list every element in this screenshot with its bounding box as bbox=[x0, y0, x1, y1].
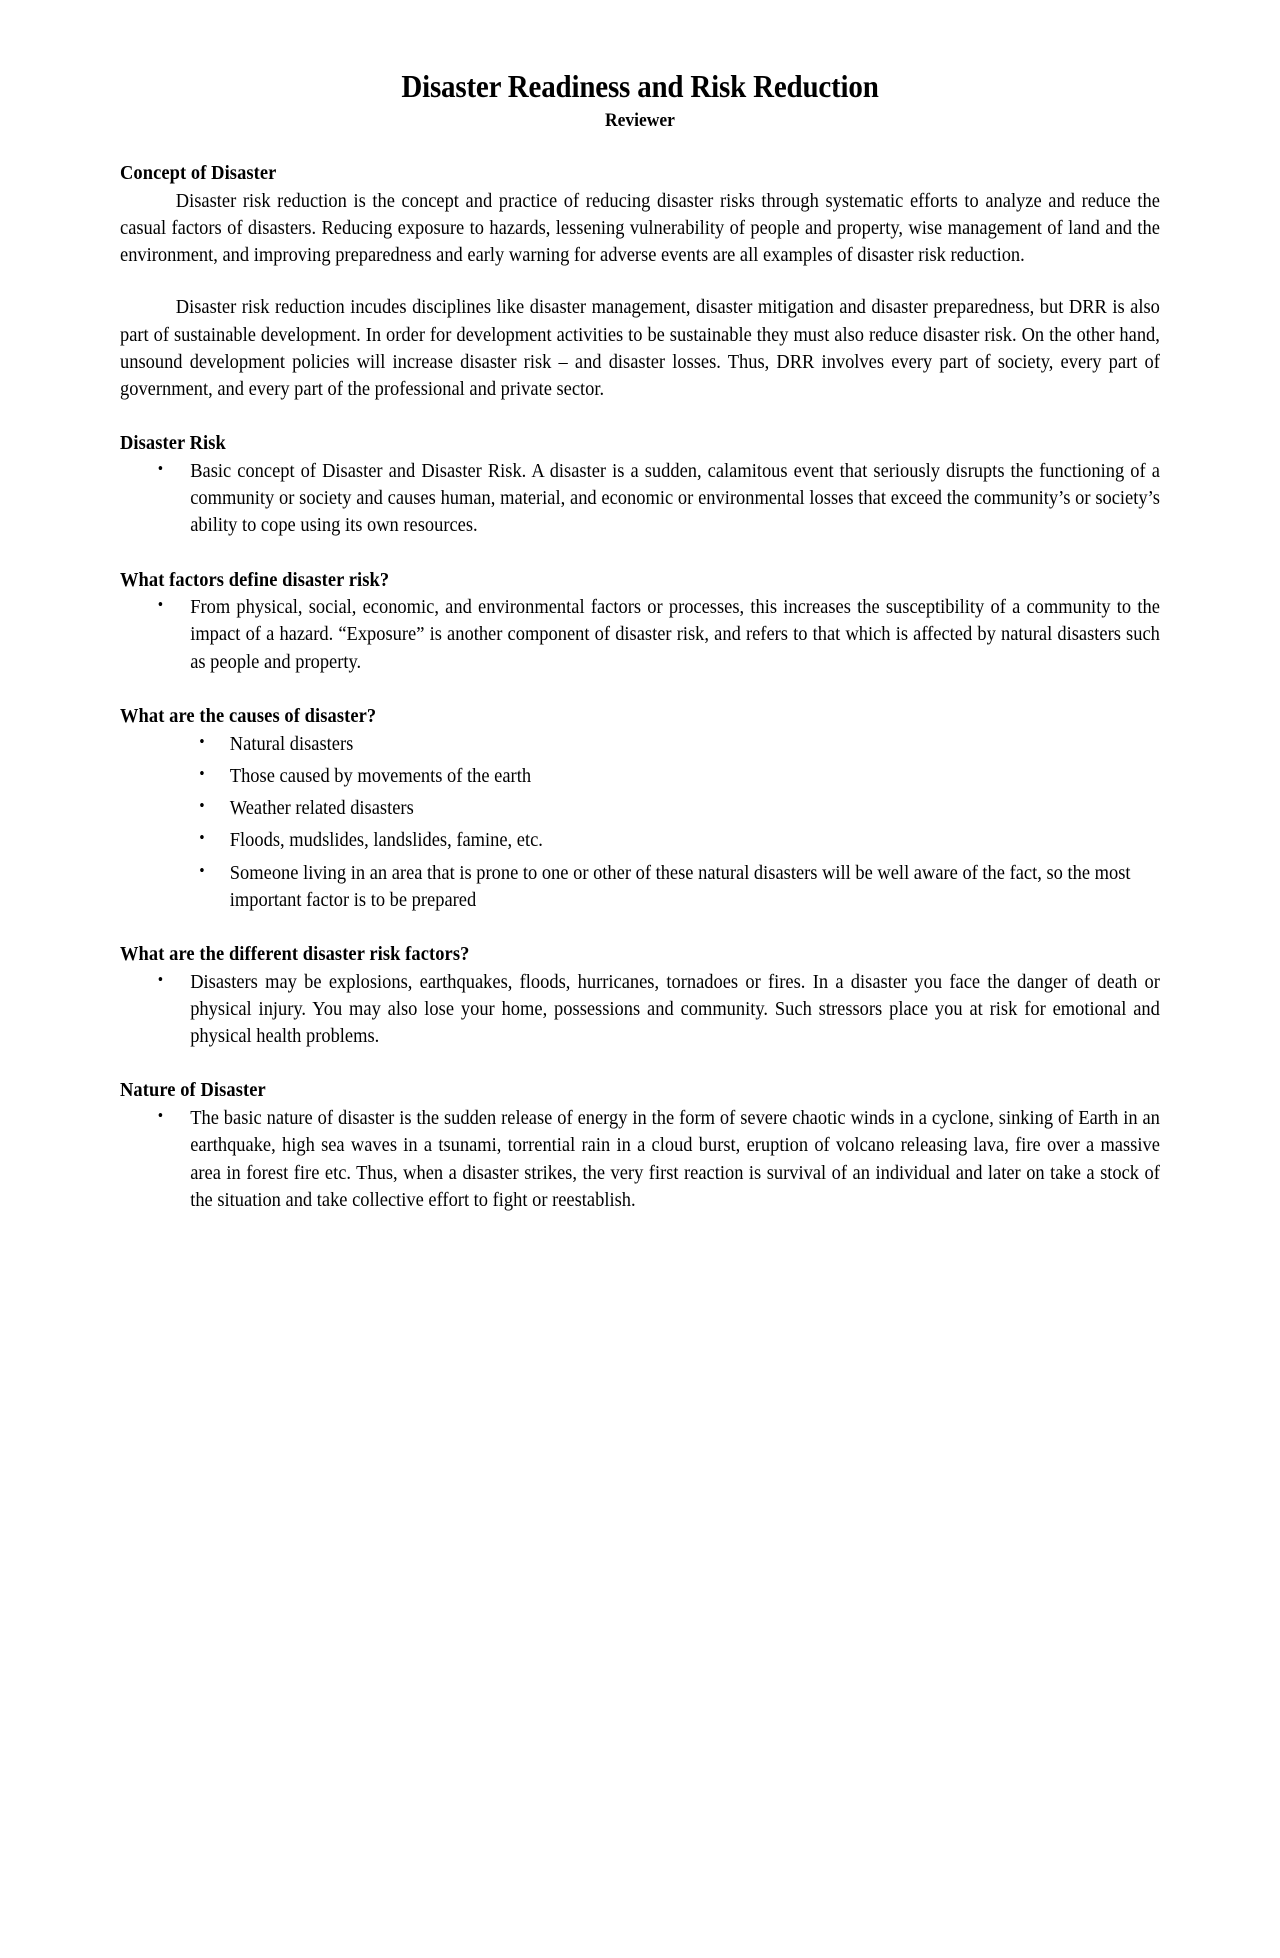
section-heading: What factors define disaster risk? bbox=[120, 568, 390, 591]
section-what-are-the-different-disaster-risk-factors bbox=[120, 942, 1160, 1050]
bullet-list bbox=[120, 1105, 1160, 1214]
list-item: • From physical, social, economic, and environmental factors or processes, this increases the susceptibility of a community to the impact of a hazard. “Exposure” is another component of disaster risk, and refers to that which is affected by natural disasters such as people and property. bbox=[120, 594, 1160, 676]
section-heading: Nature of Disaster bbox=[120, 1079, 266, 1102]
section-heading: Disaster Risk bbox=[120, 432, 226, 455]
bullet-list bbox=[120, 594, 1160, 676]
section-heading: Concept of Disaster bbox=[120, 161, 277, 184]
list-item: • Someone living in an area that is prone to one or other of these natural disasters will be well aware of the fact, so the most important factor is to be prepared bbox=[120, 860, 1160, 915]
list-item: • Weather related disasters bbox=[120, 795, 1160, 822]
bullet-list bbox=[120, 969, 1160, 1051]
section-nature-of-disaster bbox=[120, 1078, 1160, 1214]
body-paragraph: Disaster risk reduction is the concept and practice of reducing disaster risks through systematic efforts to analyze and reduce the casual factors of disasters. Reducing exposure to hazards, lessening vulnerability of people and property, wise management of land and the environment, and improving preparedness and early warning for adverse events are all examples of disaster risk reduction. bbox=[120, 189, 1160, 267]
section-concept-of-disaster bbox=[120, 161, 1160, 403]
bullet-list bbox=[120, 731, 1160, 915]
section-what-factors-define-disaster-risk bbox=[120, 568, 1160, 676]
bullet-list bbox=[120, 458, 1160, 540]
section-what-are-the-causes-of-disaster bbox=[120, 704, 1160, 914]
list-item: • Natural disasters bbox=[120, 731, 1160, 758]
section-heading: What are the causes of disaster? bbox=[120, 704, 377, 727]
list-item: • Floods, mudslides, landslides, famine, etc. bbox=[120, 827, 1160, 854]
page-title: Disaster Readiness and Risk Reduction bbox=[401, 69, 879, 104]
list-item: • Those caused by movements of the earth bbox=[120, 763, 1160, 790]
list-item: • The basic nature of disaster is the sudden release of energy in the form of severe chaotic winds in a cyclone, sinking of Earth in an earthquake, high sea waves in a tsunami, torrential rain in a cloud burst, eruption of volcano releasing lava, fire over a massive area in forest fire etc. Thus, when a disaster strikes, the very first reaction is survival of an individual and later on take a stock of the situation and take collective effort to fight or reestablish. bbox=[120, 1105, 1160, 1214]
list-item: • Disasters may be explosions, earthquakes, floods, hurricanes, tornadoes or fires. In a disaster you face the danger of death or physical injury. You may also lose your home, possessions and community. Such stressors place you at risk for emotional and physical health problems. bbox=[120, 969, 1160, 1051]
list-item: • Basic concept of Disaster and Disaster Risk. A disaster is a sudden, calamitous event that seriously disrupts the functioning of a community or society and causes human, material, and economic or environmental losses that exceed the community’s or society’s ability to cope using its own resources. bbox=[120, 458, 1160, 540]
section-heading: What are the different disaster risk factors? bbox=[120, 943, 470, 966]
body-paragraph: Disaster risk reduction incudes disciplines like disaster management, disaster mitigation and disaster preparedness, but DRR is also part of sustainable development. In order for development activities to be sustainable they must also reduce disaster risk. On the other hand, unsound development policies will increase disaster risk – and disaster losses. Thus, DRR involves every part of society, every part of government, and every part of the professional and private sector. bbox=[120, 296, 1160, 401]
section-disaster-risk bbox=[120, 431, 1160, 539]
page-subtitle: Reviewer bbox=[605, 110, 675, 132]
